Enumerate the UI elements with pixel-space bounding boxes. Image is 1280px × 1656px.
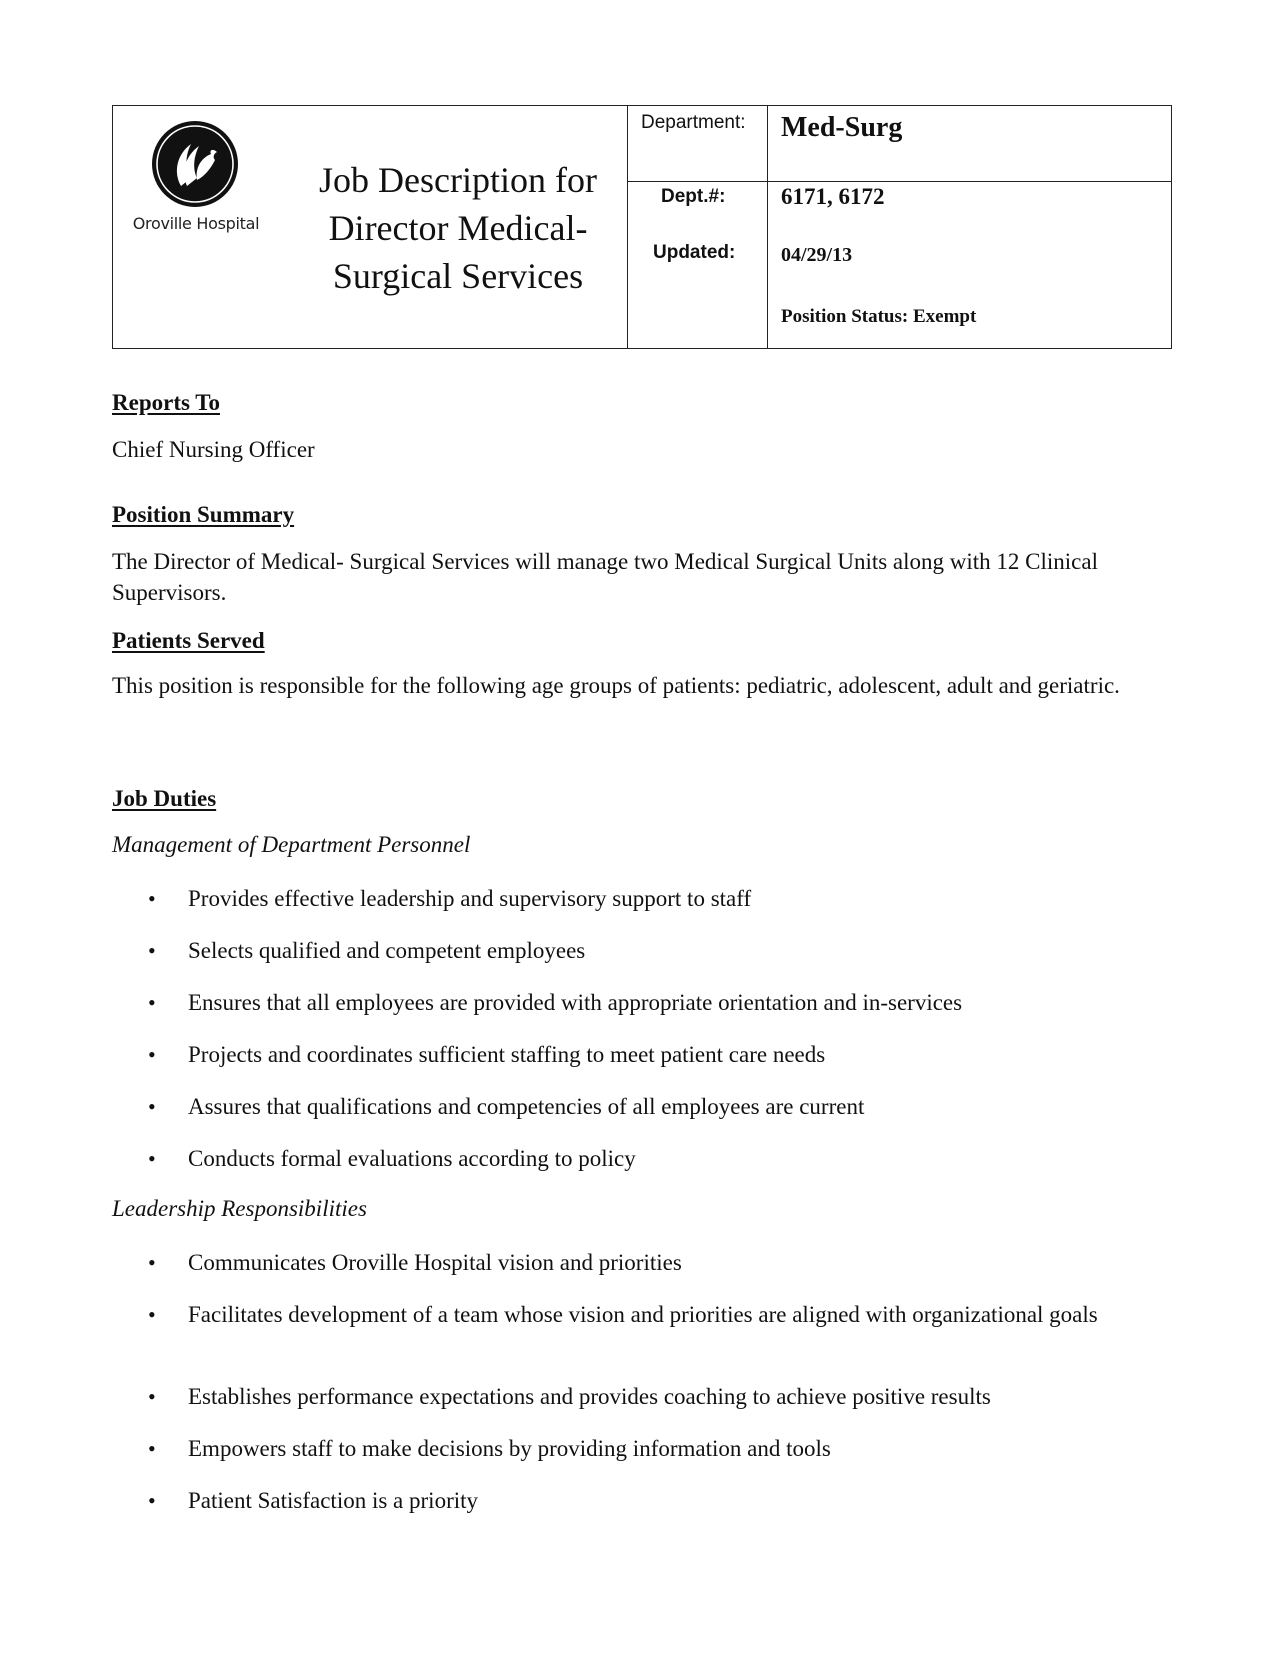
title-line: Job Description for — [319, 160, 597, 200]
header-divider — [627, 181, 1171, 182]
bullet-icon: • — [148, 1436, 156, 1461]
page-title — [288, 156, 628, 300]
bullet-icon: • — [148, 1384, 156, 1409]
department-value: Med-Surg — [781, 112, 903, 143]
bullet-icon: • — [148, 1302, 156, 1327]
position-summary-text: The Director of Medical- Surgical Services will manage two Medical Surgical Units along with 12 Clinical Supervisors. — [112, 549, 1098, 605]
bullet-icon: • — [148, 886, 156, 911]
title-line: Surgical Services — [332, 256, 584, 296]
reports-to-heading: Reports To — [112, 390, 220, 415]
department-label: Department: — [641, 112, 746, 133]
hospital-logo-icon — [151, 120, 239, 208]
position-status: Position Status: Exempt — [781, 306, 977, 327]
bullet-icon: • — [148, 1250, 156, 1275]
patients-served-text: This position is responsible for the following age groups of patients: pediatric, adolescent, adult and geriatric. — [112, 673, 1120, 698]
updated-value: 04/29/13 — [781, 244, 853, 266]
job-duties-heading: Job Duties — [112, 786, 217, 811]
patients-served-heading: Patients Served — [112, 628, 265, 653]
bullet-icon: • — [148, 938, 156, 963]
reports-to-text: Chief Nursing Officer — [112, 437, 315, 462]
bullet-icon: • — [148, 990, 156, 1015]
bullet-icon: • — [148, 1042, 156, 1067]
header-table — [112, 105, 1172, 349]
duty-group-title: Management of Department Personnel — [112, 832, 471, 857]
logo-caption: Oroville Hospital — [132, 214, 260, 233]
bullet-icon: • — [148, 1094, 156, 1119]
dept-number-value: 6171, 6172 — [781, 184, 885, 209]
header-divider — [767, 106, 768, 348]
title-line: Director Medical- — [328, 208, 588, 248]
bullet-icon: • — [148, 1488, 156, 1513]
bullet-icon: • — [148, 1146, 156, 1171]
dept-number-label: Dept.#: — [661, 186, 726, 207]
duty-group-title: Leadership Responsibilities — [112, 1196, 367, 1221]
position-summary-heading: Position Summary — [112, 502, 295, 527]
updated-label: Updated: — [653, 242, 736, 263]
